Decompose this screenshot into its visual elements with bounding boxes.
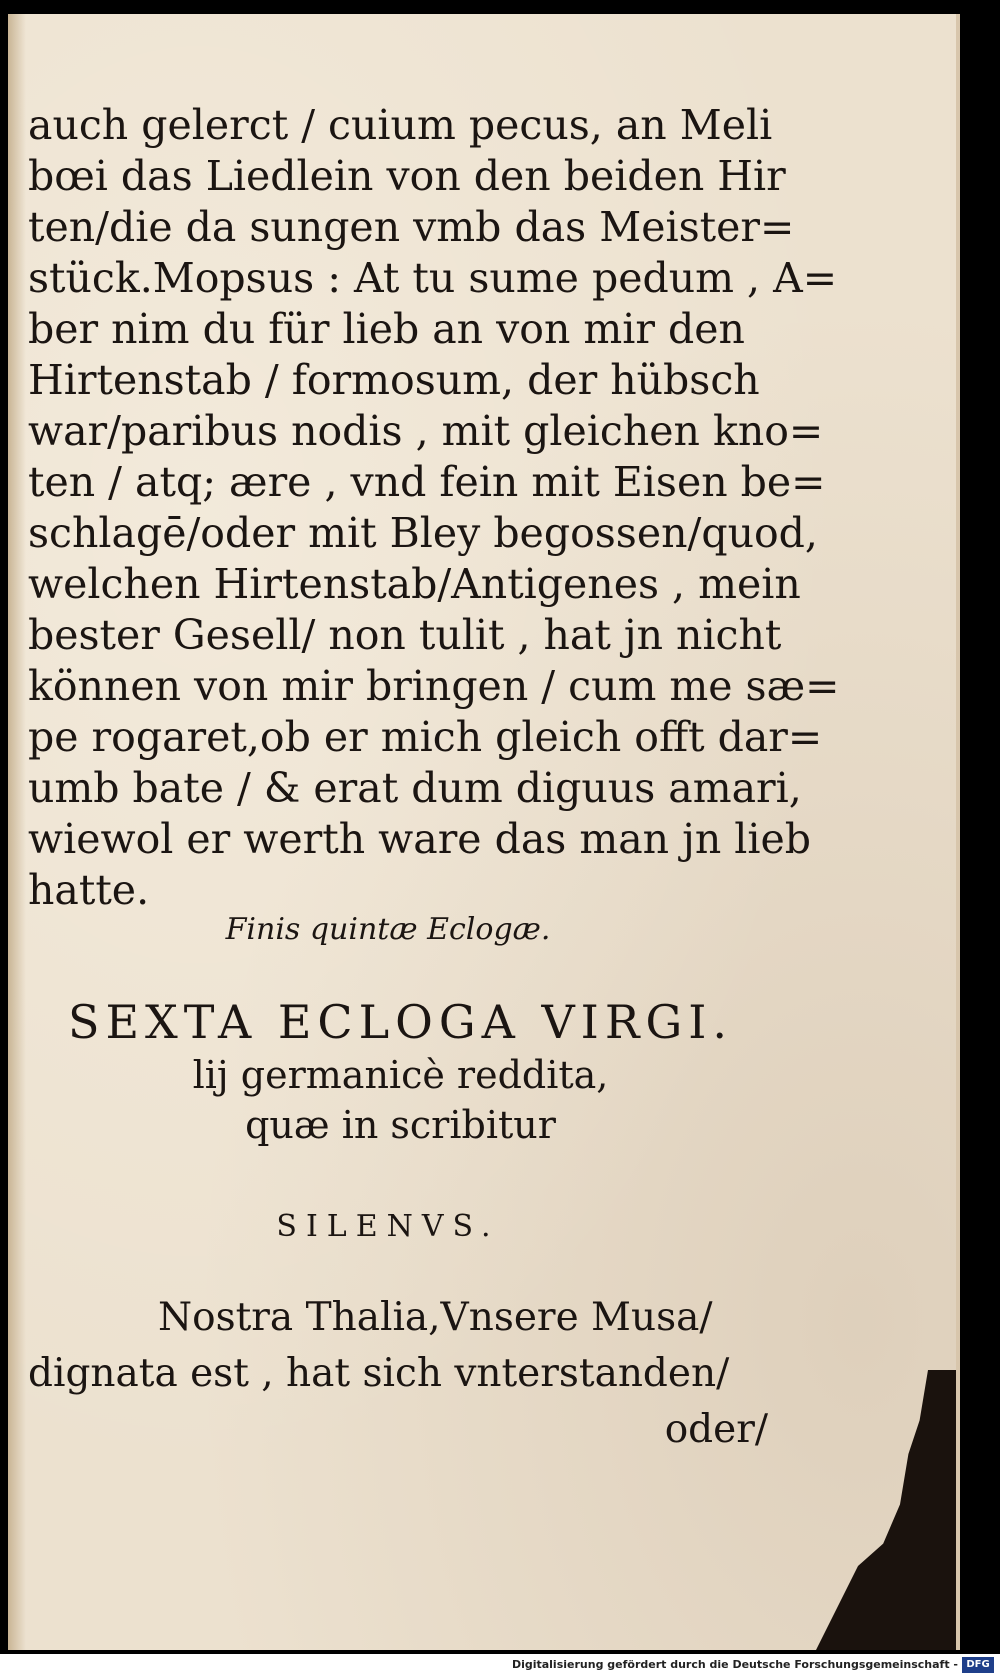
body-line: welchen Hirtenstab/Antigenes , mein [28,560,801,608]
body-line: können von mir bringen / cum me sæ= [28,662,840,710]
body-line: schlagē/oder mit Bley begossen/quod, [28,509,818,557]
torn-corner [816,1370,956,1650]
finis-line: Finis quintæ Eclogæ. [225,912,551,947]
heading-subtitle-2: quæ in scribitur [245,1103,556,1147]
body-line: ten/die da sungen vmb das Meister= [28,203,795,251]
verse-line: Nostra Thalia,Vnsere Musa/ [158,1295,713,1340]
page-gutter-shadow [8,14,26,1650]
body-line: stück.Mopsus : At tu sume pedum , A= [28,254,838,302]
heading-subtitle: lij germanicè reddita, [192,1053,609,1097]
catchword: oder/ [664,1407,768,1452]
body-line: war/paribus nodis , mit gleichen kno= [28,407,824,455]
body-line: bœi das Liedlein von den beiden Hir [28,152,786,200]
body-line: ten / atq; ære , vnd fein mit Eisen be= [28,458,826,506]
body-line: hatte. [28,866,150,914]
body-line: wiewol er werth ware das man jn lieb [28,815,812,863]
dfg-logo: DFG [962,1657,994,1673]
body-line: pe rogaret,ob er mich gleich offt dar= [28,713,823,761]
body-line: auch gelerct / cuium pecus, an Meli [28,101,773,149]
verse-block [28,1290,768,1458]
body-line: umb bate / & erat dum diguus amari, [28,764,802,812]
heading-title: SEXTA ECLOGA VIRGI. [67,995,734,1049]
book-page [8,14,960,1650]
section-heading [28,994,773,1150]
body-text-block [28,100,840,916]
body-line: Hirtenstab / formosum, der hübsch [28,356,760,404]
body-line: bester Gesell/ non tulit , hat jn nicht [28,611,782,659]
poem-title: SILENVS. [276,1209,500,1244]
body-line: ber nim du für lieb an von mir den [28,305,745,353]
verse-line: dignata est , hat sich vnterstanden/ [28,1351,730,1396]
digitization-footer [0,1654,1000,1677]
footer-credit: Digitalisierung gefördert durch die Deutsche Forschungsgemeinschaft - [511,1658,958,1671]
